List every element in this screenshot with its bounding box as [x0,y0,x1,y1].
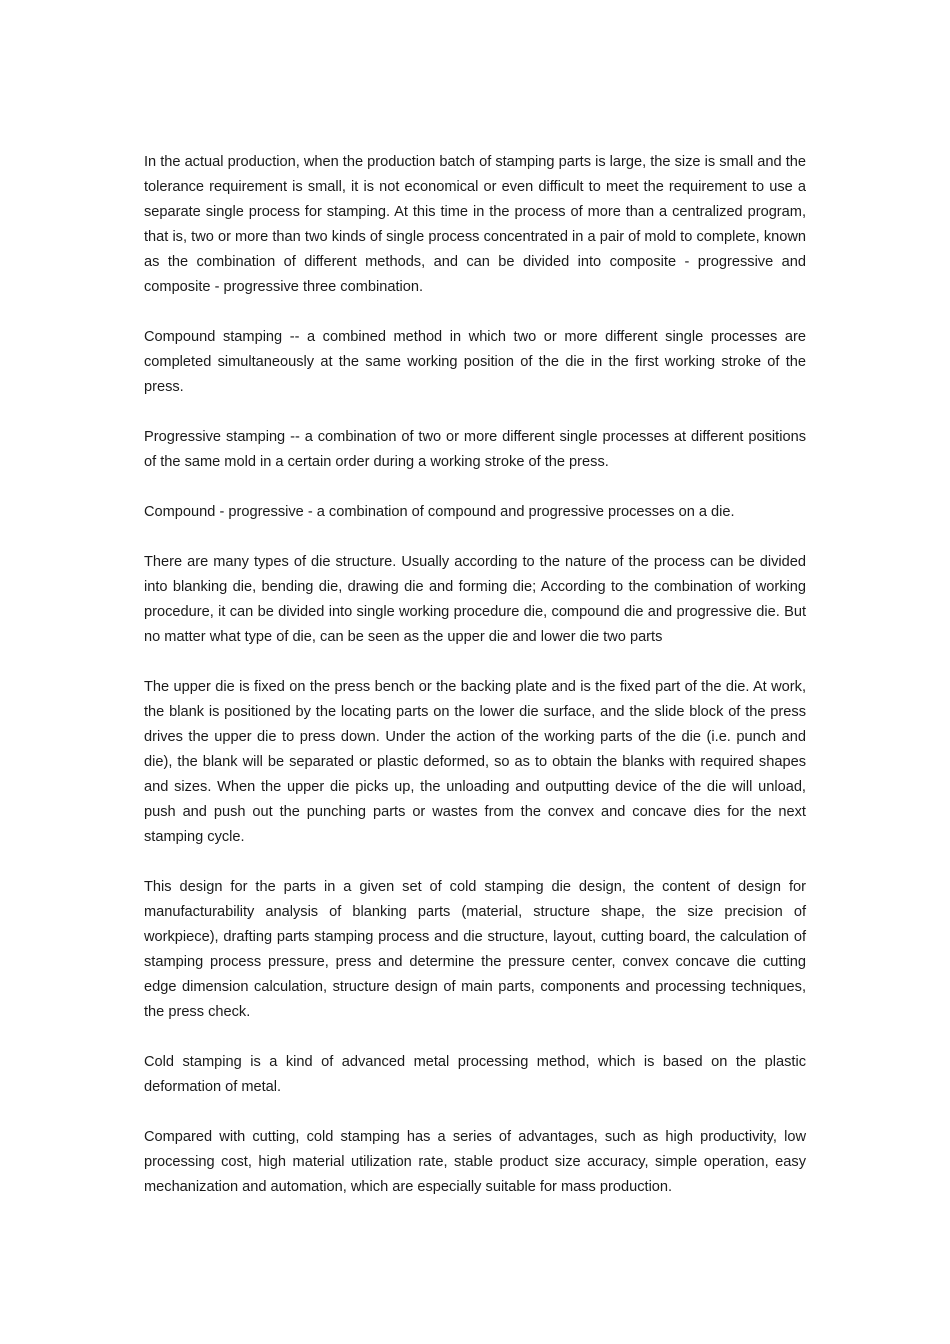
paragraph-compound-stamping: Compound stamping -- a combined method in which two or more different single processes are completed simultaneously at the same working position of the die in the first working stroke of the press. [144,329,806,395]
document-body [144,150,806,1200]
paragraph-compound-progressive: Compound - progressive - a combination of compound and progressive processes on a die. [144,504,735,520]
paragraph-upper-die: The upper die is fixed on the press bench or the backing plate and is the fixed part of the die. At work, the blank is positioned by the locating parts on the lower die surface, and the slide block of the press drives the upper die to press down. Under the action of the working parts of the die (i.e. punch and die), the blank will be separated or plastic deformed, so as to obtain the blanks with required shapes and sizes. When the upper die picks up, the unloading and outputting device of the die will unload, push and push out the punching parts or wastes from the convex and concave dies for the next stamping cycle. [144,679,806,845]
paragraph-cold-stamping-definition: Cold stamping is a kind of advanced metal processing method, which is based on the plastic deformation of metal. [144,1054,806,1095]
paragraph-cold-stamping-advantages: Compared with cutting, cold stamping has a series of advantages, such as high productivity, low processing cost, high material utilization rate, stable product size accuracy, simple operation, easy mechanization and automation, which are especially suitable for mass production. [144,1129,806,1195]
paragraph-die-types: There are many types of die structure. Usually according to the nature of the process can be divided into blanking die, bending die, drawing die and forming die; According to the combination of working procedure, it can be divided into single working procedure die, compound die and progressive die. But no matter what type of die, can be seen as the upper die and lower die two parts [144,554,806,645]
paragraph-progressive-stamping: Progressive stamping -- a combination of two or more different single processes at different positions of the same mold in a certain order during a working stroke of the press. [144,429,806,470]
paragraph-design-content: This design for the parts in a given set of cold stamping die design, the content of design for manufacturability analysis of blanking parts (material, structure shape, the size precision of workpiece), drafting parts stamping process and die structure, layout, cutting board, the calculation of stamping process pressure, press and determine the pressure center, convex concave die cutting edge dimension calculation, structure design of main parts, components and processing techniques, the press check. [144,879,806,1020]
paragraph-combination-methods: In the actual production, when the production batch of stamping parts is large, the size is small and the tolerance requirement is small, it is not economical or even difficult to meet the requirement to use a separate single process for stamping. At this time in the process of more than a centralized program, that is, two or more than two kinds of single process concentrated in a pair of mold to complete, known as the combination of different methods, and can be divided into composite - progressive and composite - progressive three combination. [144,154,806,295]
